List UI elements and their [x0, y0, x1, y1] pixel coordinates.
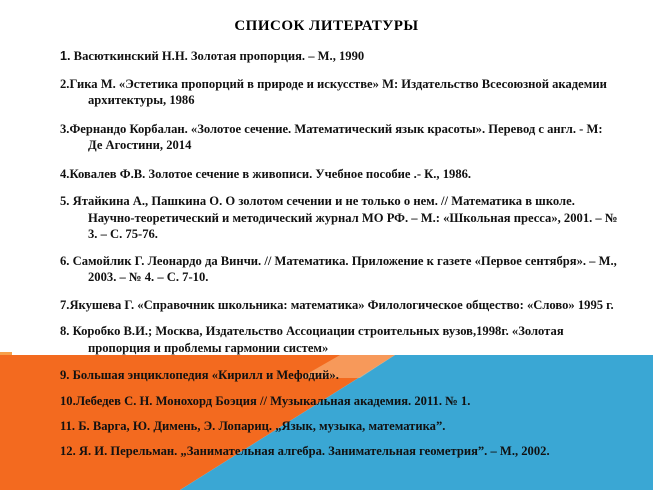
reference-number: 10. [60, 393, 76, 408]
reference-text: Большая энциклопедия «Кирилл и Мефодий». [69, 368, 339, 382]
reference-text: Васюткинский Н.Н. Золотая пропорция. – М., 1990 [70, 49, 365, 63]
reference-list [60, 48, 620, 459]
reference-text: Ковалев Ф.В. Золотое сечение в живописи. Учебное пособие .- К., 1986. [69, 166, 472, 181]
reference-number: 1. [60, 49, 71, 63]
reference-item [60, 121, 620, 154]
reference-item [60, 443, 620, 460]
reference-number: 11. [60, 419, 76, 433]
reference-text: Якушева Г. «Справочник школьника: математика» Филологическое общество: «Слово» 1995 г. [69, 297, 614, 312]
reference-number: 6. [60, 253, 70, 268]
reference-text: Фернандо Корбалан. «Золотое сечение. Математический язык красоты». Перевод с англ. - М: Де Агостини, 2014 [69, 121, 603, 152]
reference-item [60, 393, 620, 410]
reference-item [60, 193, 620, 243]
reference-item [60, 48, 620, 65]
reference-number: 3. [60, 121, 70, 136]
reference-number: 12. [60, 443, 76, 458]
reference-text: Гика М. «Эстетика пропорций в природе и искусстве» М: Издательство Всесоюзной академии архитектуры, 1986 [69, 76, 607, 107]
reference-text: Ятайкина А., Пашкина О. О золотом сечении и не только о нем. // Математика в школе. Научно-теоретический и методический журнал МО РФ. – М.: «Школьная пресса», 2001. – № 3. – С. 75-76. [69, 194, 618, 241]
reference-number: 2. [60, 76, 70, 91]
reference-item [60, 76, 620, 109]
reference-number: 7. [60, 297, 70, 312]
reference-text: Я. И. Перельман. „Занимательная алгебра. Занимательная геометрия”. – М., 2002. [75, 443, 550, 458]
reference-item [60, 418, 620, 435]
reference-item [60, 367, 620, 384]
page-title: СПИСОК ЛИТЕРАТУРЫ [234, 18, 419, 34]
reference-text: Самойлик Г. Леонардо да Винчи. // Математика. Приложение к газете «Первое сентября». – М., 2003. – № 4. – С. 7-10. [69, 253, 617, 284]
reference-text: Лебедев С. Н. Монохорд Боэция // Музыкальная академия. 2011. № 1. [75, 393, 471, 408]
reference-number: 8. [60, 324, 70, 338]
reference-item [60, 166, 620, 183]
reference-number: 9. [60, 368, 70, 382]
reference-text: Коробко В.И.; Москва, Издательство Ассоциации строительных вузов,1998г. «Золотая пропорция и проблемы гармонии систем» [69, 324, 564, 355]
reference-item [60, 297, 620, 314]
reference-item [60, 253, 620, 286]
reference-item [60, 323, 620, 356]
reference-number: 5. [60, 194, 70, 208]
reference-text: Б. Варга, Ю. Димень, Э. Лопариц. „Язык, музыка, математика”. [75, 419, 446, 433]
reference-number: 4. [60, 166, 70, 181]
